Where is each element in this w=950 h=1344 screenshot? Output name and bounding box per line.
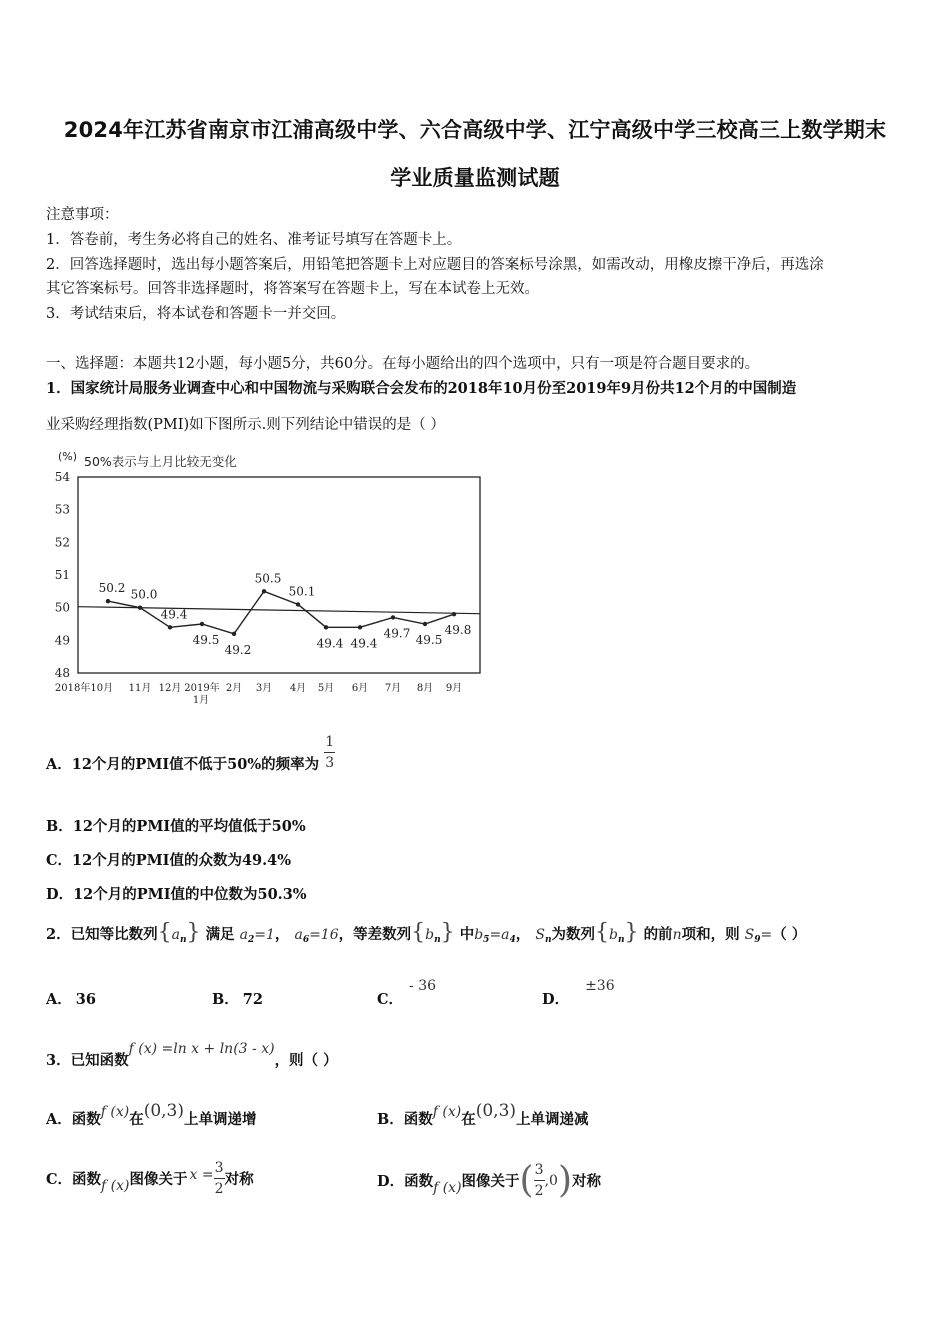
q2-d-value: ±36 xyxy=(585,978,615,994)
q3-b-in: 在 xyxy=(461,1111,476,1128)
seq-b-2-sub: n xyxy=(617,935,625,945)
y-unit-label: (%) xyxy=(58,450,78,463)
q2-stem: 2．已知等比数列$\{a_n\}$ 满足 $a_2=1$， $a_6=16$，等差数列$\{b_n\}$ 中$b_5=a_4$， $S_n$为数列$\{b_n\}$ 的前n项和，则 $S_9=$（ ） xyxy=(46,920,807,945)
q1-option-d[interactable]: D．12个月的PMI值的中位数为50.3% xyxy=(46,886,307,903)
a2-sub: 2 xyxy=(247,935,255,945)
q1-option-a[interactable] xyxy=(46,734,335,774)
data-point xyxy=(138,605,142,609)
q3-a-text-2: 上单调递增 xyxy=(184,1111,257,1128)
q2-comma-1: ， xyxy=(274,926,290,943)
point-frac-num: 3 xyxy=(534,1162,544,1178)
q1-stem-b: 业采购经理指数(PMI)如下图所示.则下列结论中错误的是（ ） xyxy=(46,417,445,433)
S9-sub: 9 xyxy=(754,935,761,945)
q3-function: f (x) =ln x + ln(3 - x) xyxy=(128,1041,275,1057)
x-tick-label: 3月 xyxy=(255,683,273,694)
q2-text-5: 为数列 xyxy=(551,926,595,943)
b5-eq: =a xyxy=(489,927,510,943)
data-label: 50.2 xyxy=(98,581,126,596)
data-point xyxy=(296,602,300,606)
q2-option-c[interactable] xyxy=(377,978,437,1009)
x-tick-label: 7月 xyxy=(384,683,402,694)
data-point xyxy=(452,612,456,616)
doc-title-line1: 2024年江苏省南京市江浦高级中学、六合高级中学、江宁高级中学三校高三上数学期末 xyxy=(63,118,887,142)
x-tick-label: 5月 xyxy=(317,683,335,694)
data-label: 49.5 xyxy=(415,633,443,647)
data-label: 49.5 xyxy=(192,633,220,647)
data-point xyxy=(324,625,328,629)
data-point xyxy=(200,622,204,626)
q2-a-label: A． xyxy=(46,991,72,1008)
frac-den: 2 xyxy=(214,1181,224,1197)
q2-c-value: - 36 xyxy=(409,978,437,994)
y-tick-label: 52 xyxy=(54,535,70,550)
y-tick-label: 50 xyxy=(54,600,70,615)
notice-item-2a: 2．回答选择题时，选出每小题答案后，用铅笔把答题卡上对应题目的答案标号涂黑，如需改动，用橡皮擦干净后，再选涂 xyxy=(46,257,824,273)
point-fraction xyxy=(534,1162,545,1199)
three-halves-fraction xyxy=(214,1160,225,1197)
fraction-numerator: 1 xyxy=(325,734,335,750)
one-third-fraction xyxy=(324,734,335,771)
frac-num: 3 xyxy=(214,1160,224,1176)
q3-d-text-2: 图像关于 xyxy=(461,1173,520,1190)
q3-text-1: 3．已知函数 xyxy=(46,1052,129,1069)
data-label: 49.8 xyxy=(444,623,472,638)
S9: S xyxy=(744,927,755,943)
q2-text-8: （ ） xyxy=(772,926,807,943)
q3-c-sym: 对称 xyxy=(224,1171,254,1188)
q3-c-fx: f (x) xyxy=(101,1177,130,1194)
q3-d-text-1: D．函数 xyxy=(377,1173,434,1190)
q2-text-1: 2．已知等比数列 xyxy=(46,926,158,943)
notice-heading: 注意事项： xyxy=(46,207,119,223)
q3-d-sym: 对称 xyxy=(571,1173,601,1190)
data-point xyxy=(262,589,266,593)
pmi-line-chart xyxy=(48,446,498,716)
q3-b-text-1: B．函数 xyxy=(377,1111,433,1128)
q1-option-b[interactable]: B．12个月的PMI值的平均值低于50% xyxy=(46,818,306,835)
b5-sub: 5 xyxy=(483,935,490,945)
x-tick-label: 6月 xyxy=(351,683,369,694)
seq-b-2: b xyxy=(608,927,618,943)
q3-text-2: ，则（ ） xyxy=(274,1052,338,1069)
x-tick-label: 11月 xyxy=(128,683,152,694)
q1-stem-a: 1．国家统计局服务业调查中心和中国物流与采购联合会发布的2018年10月份至2019年9月份共12个月的中国制造 xyxy=(46,380,797,397)
x-tick-label-continued: 1月 xyxy=(192,695,210,706)
x-tick-label: 2018年10月 xyxy=(54,683,114,694)
data-label: 49.2 xyxy=(224,642,252,657)
q2-b-label: B． xyxy=(212,991,239,1008)
x-tick-label: 9月 xyxy=(445,683,463,694)
q2-text-7: 项和，则 xyxy=(681,926,740,943)
q2-option-a[interactable] xyxy=(46,988,96,1009)
data-point xyxy=(358,625,362,629)
q3-b-text-2: 上单调递减 xyxy=(516,1111,589,1128)
y-tick-label: 48 xyxy=(54,666,70,680)
b5: b xyxy=(474,927,484,943)
doc-title-line2: 学业质量监测试题 xyxy=(390,166,560,190)
q2-comma-2: ， xyxy=(515,926,531,943)
a2: a xyxy=(239,927,248,943)
q1-option-c[interactable]: C．12个月的PMI值的众数为49.4% xyxy=(46,852,292,869)
q2-c-label: C． xyxy=(377,991,404,1008)
q2-text-2: 满足 xyxy=(205,926,235,943)
x-tick-label: 4月 xyxy=(289,683,307,694)
x-tick-label: 2月 xyxy=(225,683,243,694)
seq-a: a xyxy=(171,927,180,943)
q2-a-value: 36 xyxy=(75,991,96,1008)
q3-d-fx: f (x) xyxy=(433,1179,462,1196)
q2-option-d[interactable] xyxy=(542,978,615,1009)
q3-a-text-1: A．函数 xyxy=(46,1111,101,1128)
data-point xyxy=(168,625,172,629)
point-frac-den: 2 xyxy=(534,1183,544,1199)
data-label: 49.4 xyxy=(316,636,344,651)
a4-sub: 4 xyxy=(509,935,516,945)
S9-eq: = xyxy=(760,927,773,943)
q3-a-fx: f (x) xyxy=(100,1104,130,1120)
q2-text-6: 的前 xyxy=(643,926,673,943)
q2-b-value: 72 xyxy=(242,991,263,1008)
pmi-chart xyxy=(48,446,498,716)
a6: a xyxy=(294,927,303,943)
notice-item-2b: 其它答案标号。回答非选择题时，将答案写在答题卡上，写在本试卷上无效。 xyxy=(46,281,539,297)
Sn-sub: n xyxy=(544,935,552,945)
q3-c-xeq: x = xyxy=(189,1166,214,1183)
q3-option-b[interactable] xyxy=(377,1100,589,1128)
data-label: 49.4 xyxy=(350,636,378,651)
data-label: 50.5 xyxy=(254,571,282,586)
seq-b-sub: n xyxy=(434,935,441,945)
q3-a-in: 在 xyxy=(129,1111,144,1128)
notice-item-1: 1．答卷前，考生务必将自己的姓名、准考证号填写在答题卡上。 xyxy=(46,232,462,248)
q3-c-text-1: C．函数 xyxy=(46,1171,102,1188)
data-point xyxy=(106,599,110,603)
chart-title: 50%表示与上月比较无变化 xyxy=(84,454,237,469)
y-tick-label: 54 xyxy=(54,470,70,484)
data-label: 50.0 xyxy=(130,587,158,602)
q2-option-b[interactable] xyxy=(212,988,263,1009)
notice-item-3: 3．考试结束后，将本试卷和答题卡一并交回。 xyxy=(46,306,346,322)
a2-val: =1 xyxy=(254,927,275,943)
q1-option-a-text: A．12个月的PMI值不低于50%的频率为 xyxy=(46,756,320,773)
seq-a-sub: n xyxy=(179,935,187,945)
fraction-denominator: 3 xyxy=(325,755,335,771)
seq-b: b xyxy=(425,927,435,943)
q3-b-interval: (0,3) xyxy=(475,1101,517,1121)
n-var: n xyxy=(672,927,682,943)
data-point xyxy=(232,632,236,636)
q3-stem xyxy=(46,1041,338,1069)
y-tick-label: 49 xyxy=(54,633,70,648)
q3-a-interval: (0,3) xyxy=(143,1101,185,1121)
q3-b-fx: f (x) xyxy=(432,1104,462,1120)
data-label: 49.4 xyxy=(160,607,188,622)
q3-option-d[interactable]: D．函数 f (x) 图像关于 ( $\frac{3}{2}$ ,0 ) 对称 xyxy=(377,1160,601,1201)
y-tick-label: 53 xyxy=(54,502,70,517)
q2-text-3: ，等差数列 xyxy=(338,926,412,943)
data-point xyxy=(423,622,427,626)
y-tick-label: 51 xyxy=(54,568,70,582)
q3-c-text-2: 图像关于 xyxy=(129,1171,188,1188)
point-tail: ,0 xyxy=(544,1172,558,1189)
q2-d-label: D． xyxy=(542,991,570,1008)
a6-sub: 6 xyxy=(302,935,310,945)
data-label: 49.7 xyxy=(383,626,411,641)
x-tick-label: 2019年 xyxy=(184,683,220,694)
a6-val: =16 xyxy=(309,927,339,943)
q3-option-c[interactable] xyxy=(46,1160,254,1197)
x-tick-label: 8月 xyxy=(416,683,434,694)
q2-text-4: 中 xyxy=(459,926,475,943)
section-heading: 一、选择题：本题共12小题，每小题5分，共60分。在每小题给出的四个选项中，只有一项是符合题目要求的。 xyxy=(46,356,760,372)
Sn: S xyxy=(535,927,545,943)
q3-option-a[interactable] xyxy=(46,1100,257,1128)
data-point xyxy=(391,615,395,619)
x-tick-label: 12月 xyxy=(158,683,182,694)
data-label: 50.1 xyxy=(288,584,316,599)
